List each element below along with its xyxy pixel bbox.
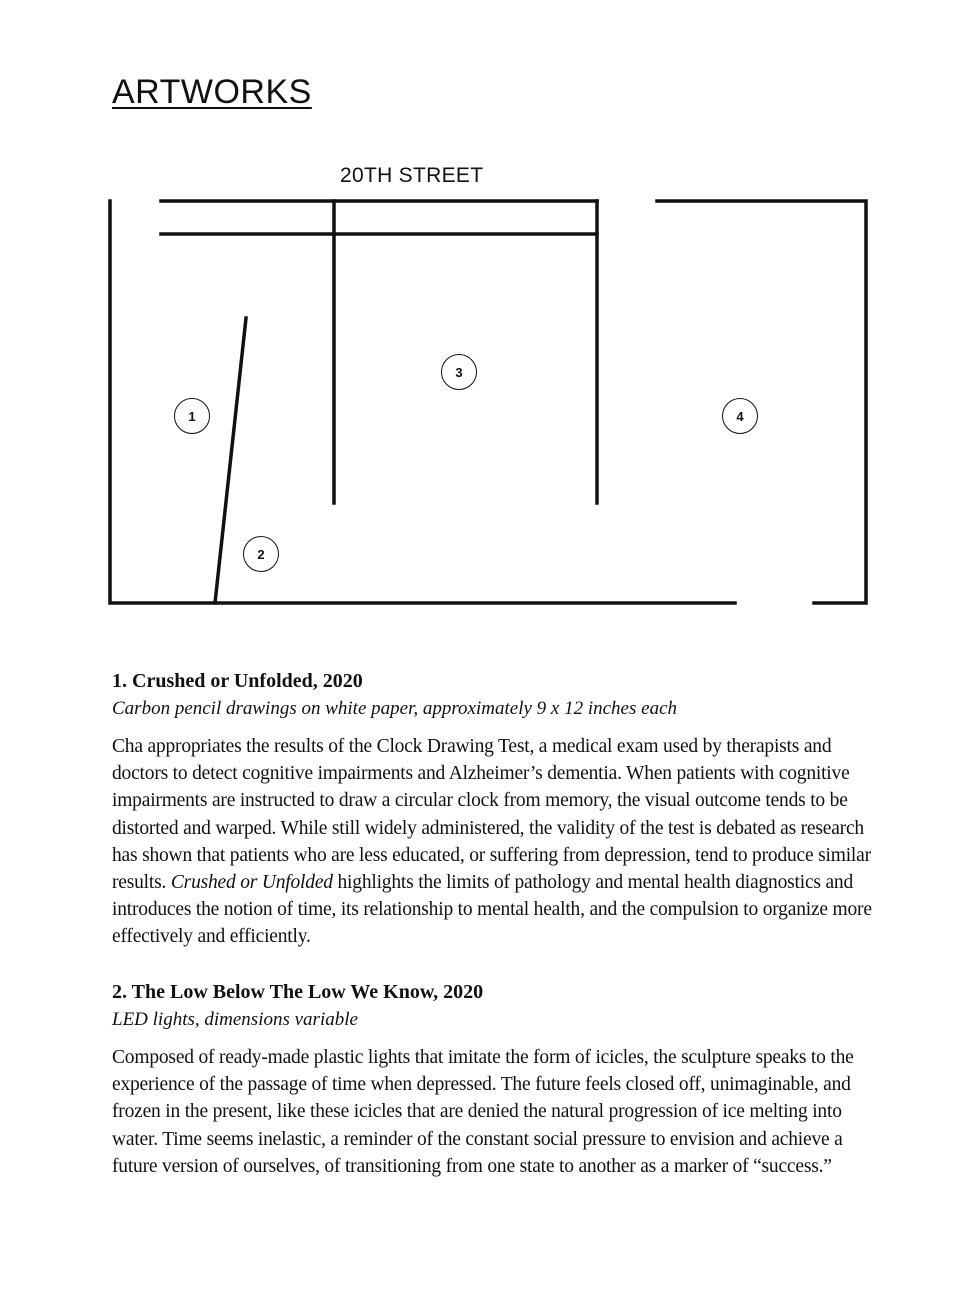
artwork-title: 1. Crushed or Unfolded, 2020 xyxy=(112,670,363,692)
street-label: 20TH STREET xyxy=(340,164,484,187)
artwork-marker-1[interactable]: 1 xyxy=(174,398,210,434)
wall-right-room xyxy=(657,201,866,603)
page-title: ARTWORKS xyxy=(112,73,312,111)
artwork-medium: Carbon pencil drawings on white paper, approximately 9 x 12 inches each xyxy=(112,698,677,719)
artwork-marker-4[interactable]: 4 xyxy=(722,398,758,434)
artwork-entry-2 xyxy=(112,979,872,1180)
artwork-entry-1 xyxy=(112,668,872,951)
gallery-floor-plan xyxy=(0,0,980,640)
artwork-medium: LED lights, dimensions variable xyxy=(112,1009,358,1030)
description-text: highlights the limits of pathology and mental health diagnostics and introduces the notion of time, its relationship to mental health, and the compulsion to organize more effectively and efficiently. xyxy=(112,872,872,948)
artwork-title: 2. The Low Below The Low We Know, 2020 xyxy=(112,981,484,1003)
wall-top-double xyxy=(161,201,597,234)
artwork-marker-3[interactable]: 3 xyxy=(441,354,477,390)
artwork-description: Composed of ready-made plastic lights that imitate the form of icicles, the sculpture speaks to the experience of the passage of time when depressed. The future feels closed off, unimaginable, and frozen in the present, like these icicles that are denied the natural progression of ice melting into water. Time seems inelastic, a reminder of the constant social pressure to envision and achieve a future version of ourselves, of transitioning from one state to another as a marker of “success.” xyxy=(112,1047,854,1177)
artwork-marker-2[interactable]: 2 xyxy=(243,536,279,572)
description-text: Cha appropriates the results of the Clock Drawing Test, a medical exam used by therapists and doctors to detect cognitive impairments and Alzheimer’s dementia. When patients with cognitive impairments are instructed to draw a circular clock from memory, the visual outcome tends to be distorted and warped. While still widely administered, the validity of the test is debated as research has shown that patients who are less educated, or suffering from depression, tend to produce similar results. xyxy=(112,736,871,894)
wall-diagonal xyxy=(215,318,246,603)
description-italic-title: Crushed or Unfolded xyxy=(170,872,333,894)
artwork-description xyxy=(112,733,872,951)
